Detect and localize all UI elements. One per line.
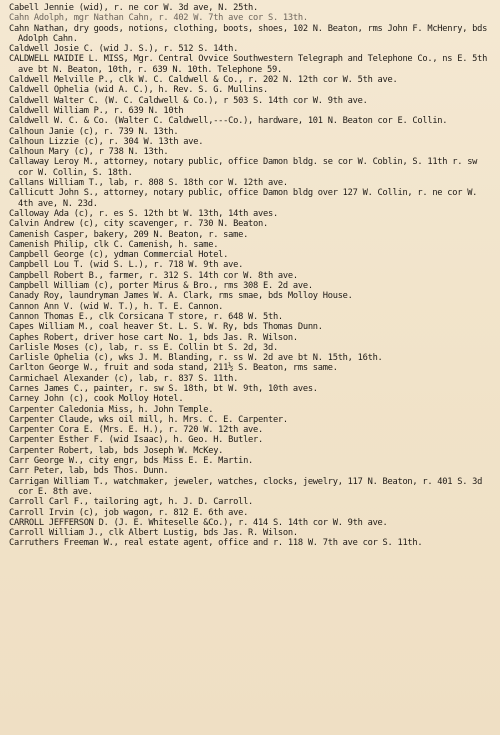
directory-entry: Carr George W., city engr, bds Miss E. E. Martin. bbox=[9, 456, 254, 467]
directory-entry: Callicutt John S., attorney, notary public, office Damon bldg over 127 W. Collin, r. ne cor W. 4th ave, N. 23d. bbox=[9, 188, 478, 209]
directory-entry: Cabell Jennie (wid), r. ne cor W. 3d ave, N. 25th. bbox=[9, 3, 259, 13]
directory-entry: Carruthers Freeman W., real estate agent, office and r. 118 W. 7th ave cor S. 11th. bbox=[9, 538, 423, 549]
directory-entry: Carr Peter, lab, bds Thos. Dunn. bbox=[9, 466, 169, 477]
directory-entry: Carpenter Cora E. (Mrs. E. H.), r. 720 W. 12th ave. bbox=[9, 425, 263, 436]
directory-entry: Cahn Adolph, mgr Nathan Cahn, r. 402 W. 7th ave cor S. 13th. bbox=[9, 13, 308, 24]
directory-entry: Caldwell Josie C. (wid J. S.), r. 512 S. 14th. bbox=[9, 44, 239, 55]
directory-entry: Capes William M., coal heaver St. L. S. W. Ry, bds Thomas Dunn. bbox=[9, 322, 323, 333]
directory-entry: Campbell Lou T. (wid S. L.), r. 718 W. 9th ave. bbox=[9, 260, 244, 271]
directory-entry: Camenish Philip, clk C. Camenish, h. same. bbox=[9, 239, 219, 250]
directory-entry-list bbox=[9, 3, 494, 549]
directory-entry: Caldwell Ophelia (wid A. C.), h. Rev. S. G. Mullins. bbox=[9, 85, 268, 96]
directory-entry: Canady Roy, laundryman James W. A. Clark, rms smae, bds Molloy House. bbox=[9, 291, 353, 302]
directory-entry: Calvin Andrew (c), city scavenger, r. 730 N. Beaton. bbox=[9, 219, 268, 230]
directory-entry: Callaway Leroy M., attorney, notary public, office Damon bldg. se cor W. Coblin, S. 11th r. sw cor W. Collin, S. 18th. bbox=[9, 157, 478, 178]
directory-entry: Cahn Nathan, dry goods, notions, clothing, boots, shoes, 102 N. Beaton, rms John F. McHenry, bds Adolph Cahn. bbox=[9, 23, 488, 44]
directory-entry: Carroll William J., clk Albert Lustig, bds Jas. R. Wilson. bbox=[9, 528, 298, 539]
directory-entry: Calhoun Lizzie (c), r. 304 W. 13th ave. bbox=[9, 136, 204, 147]
directory-entry: Carrigan William T., watchmaker, jeweler, watches, clocks, jewelry, 117 N. Beaton, r. 401 S. 3d cor E. 8th ave. bbox=[9, 476, 483, 497]
directory-entry: Carlisle Ophelia (c), wks J. M. Blanding, r. ss W. 2d ave bt N. 15th, 16th. bbox=[9, 353, 383, 364]
directory-entry: Caldwell Melville P., clk W. C. Caldwell & Co., r. 202 N. 12th cor W. 5th ave. bbox=[9, 75, 398, 86]
directory-entry: Camenish Casper, bakery, 209 N. Beaton, r. same. bbox=[9, 229, 249, 240]
directory-entry: Carlisle Moses (c), lab, r. ss E. Collin bt S. 2d, 3d. bbox=[9, 342, 278, 353]
directory-entry: Carpenter Robert, lab, bds Joseph W. McKey. bbox=[9, 445, 224, 456]
directory-entry: Caphes Robert, driver hose cart No. 1, bds Jas. R. Wilson. bbox=[9, 332, 298, 343]
directory-entry: Carroll Irvin (c), job wagon, r. 812 E. 6th ave. bbox=[9, 507, 249, 518]
directory-entry: Campbell William (c), porter Mirus & Bro., rms 308 E. 2d ave. bbox=[9, 281, 313, 292]
directory-entry: Cannon Ann V. (wid W. T.), h. T. E. Cannon. bbox=[9, 301, 224, 312]
directory-entry: CALDWELL MAIDIE L. MISS, Mgr. Central Ovvice Southwestern Telegraph and Telephone Co., ns E. 5th ave bt N. Beaton, 10th, r. 639 N. 10th. Telephone 59. bbox=[9, 54, 488, 75]
directory-entry: Calhoun Mary (c), r 738 N. 13th. bbox=[9, 147, 169, 158]
directory-entry: CARROLL JEFFERSON D. (J. E. Whiteselle &Co.), r. 414 S. 14th cor W. 9th ave. bbox=[9, 517, 388, 528]
directory-entry: Carnes James C., painter, r. sw S. 18th, bt W. 9th, 10th aves. bbox=[9, 383, 318, 394]
directory-entry: Caldwell W. C. & Co. (Walter C. Caldwell,---Co.), hardware, 101 N. Beaton cor E. Collin. bbox=[9, 116, 448, 127]
directory-entry: Carpenter Claude, wks oil mill, h. Mrs. C. E. Carpenter. bbox=[9, 414, 288, 425]
directory-entry: Caldwell Walter C. (W. C. Caldwell & Co.), r 503 S. 14th cor W. 9th ave. bbox=[9, 95, 368, 106]
directory-entry: Carlton George W., fruit and soda stand, 211½ S. Beaton, rms same. bbox=[9, 363, 338, 374]
directory-entry: Campbell George (c), ydman Commercial Hotel. bbox=[9, 250, 229, 261]
directory-entry: Callans William T., lab, r. 808 S. 18th cor W. 12th ave. bbox=[9, 178, 288, 189]
directory-entry: Carpenter Esther F. (wid Isaac), h. Geo. H. Butler. bbox=[9, 435, 263, 446]
directory-entry: Cannon Thomas E., clk Corsicana T store, r. 648 W. 5th. bbox=[9, 311, 283, 322]
directory-entry: Carpenter Caledonia Miss, h. John Temple. bbox=[9, 404, 214, 415]
directory-entry: Calhoun Janie (c), r. 739 N. 13th. bbox=[9, 126, 179, 137]
directory-entry: Calloway Ada (c), r. es S. 12th bt W. 13th, 14th aves. bbox=[9, 208, 278, 219]
directory-entry: Carmichael Alexander (c), lab, r. 837 S. 11th. bbox=[9, 373, 239, 384]
directory-entry: Carroll Carl F., tailoring agt, h. J. D. Carroll. bbox=[9, 497, 254, 508]
directory-entry: Campbell Robert B., farmer, r. 312 S. 14th cor W. 8th ave. bbox=[9, 270, 298, 281]
directory-entry: Caldwell William P., r. 639 N. 10th bbox=[9, 105, 184, 116]
directory-entry: Carney John (c), cook Molloy Hotel. bbox=[9, 394, 184, 405]
